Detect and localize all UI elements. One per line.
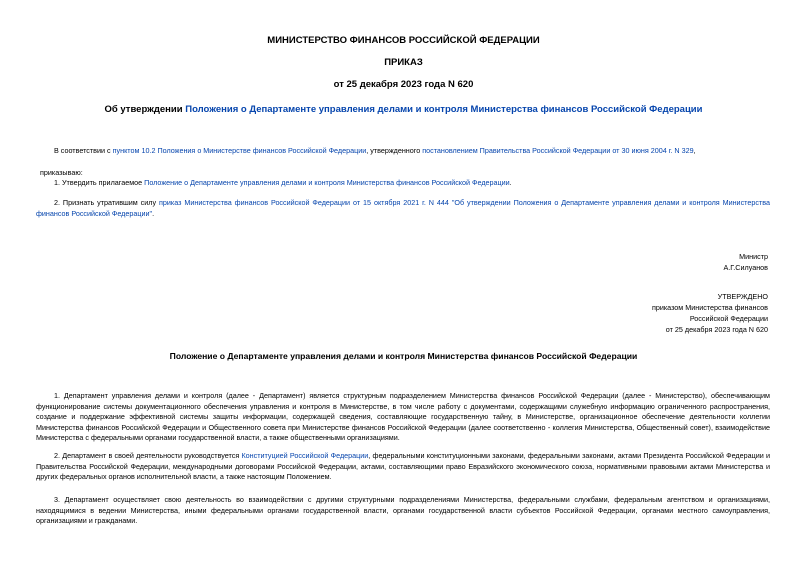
signature-block bbox=[724, 251, 769, 273]
regulation-clause-link[interactable]: пунктом 10.2 Положения о Министерстве финансов Российской Федерации bbox=[112, 146, 367, 155]
signatory-position: Министр bbox=[739, 252, 768, 261]
preamble-text-3: , bbox=[693, 146, 696, 155]
approval-stamp bbox=[652, 291, 768, 335]
item-2-paragraph bbox=[36, 198, 770, 219]
regulation-title: Положение о Департаменте управления делами и контроля Министерства финансов Российской Федерации bbox=[169, 351, 638, 361]
ministry-heading: МИНИСТЕРСТВО ФИНАНСОВ РОССИЙСКОЙ ФЕДЕРАЦИИ bbox=[267, 35, 540, 46]
item-1-text-2: . bbox=[509, 178, 512, 187]
approved-line-4: от 25 декабря 2023 года N 620 bbox=[665, 325, 768, 334]
section-2-text-1: 2. Департамент в своей деятельности руководствуется bbox=[54, 451, 242, 460]
section-2-paragraph bbox=[36, 451, 770, 483]
preamble-text-2: , утвержденного bbox=[366, 146, 423, 155]
section-3-paragraph: 3. Департамент осуществляет свою деятельность во взаимодействии с другими структурными подразделениями Министерства, федеральными службами, федеральным агентством и организациями, находящимися в ведении Министерства, иными федеральными органами государственной власти, органами государственной власти субъектов Российской Федерации, органами местного самоуправления, организациями и гражданами. bbox=[36, 495, 770, 525]
item-1-paragraph bbox=[36, 178, 770, 189]
item-2-text-2: . bbox=[152, 208, 155, 218]
section-2-text-2: , федеральными конституционными законами, федеральными законами, актами Президента Российской Федерации и Правительства Российской Федерации, международными договорами Российской Федерации, актами, составляющими право Евразийского экономического союза, нормативными правовыми актами Министерства и других федеральных органов исполнительной власти, а также настоящим Положением. bbox=[36, 451, 770, 481]
section-1-paragraph: 1. Департамент управления делами и контроля (далее - Департамент) является структурным подразделением Министерства финансов Российской Федерации (далее - Министерство), обеспечивающим функционирование системы документационного обеспечения управления и контроля в Министерстве, в том числе работу с документами, содержащими служебную информацию ограниченного распространения, создание и поддержание эффективной системы защиты информации, содержащей сведения, составляющие государственную тайну, в Министерстве, организационное обеспечение деятельности коллегии Министерства финансов Российской Федерации и Общественного совета при Министерстве финансов Российской Федерации (далее соответственно - коллегия Министерства, Общественный совет), взаимодействие Министерства с федеральными органами государственной власти, а также общественными организациями. bbox=[36, 391, 770, 442]
item-1-text-1: 1. Утвердить прилагаемое bbox=[54, 178, 145, 187]
repealed-order-link[interactable]: приказ Министерства финансов Российской Федерации от 15 октября 2021 г. N 444 "Об утверждении Положения о Департаменте управления делами и контроля Министерства финансов Российской Федерации" bbox=[36, 198, 770, 218]
signatory-name: А.Г.Силуанов bbox=[723, 263, 768, 272]
government-decree-link[interactable]: постановлением Правительства Российской Федерации от 30 июня 2004 г. N 329 bbox=[422, 146, 694, 155]
order-date: от 25 декабря 2023 года N 620 bbox=[333, 79, 474, 90]
order-title-prefix: Об утверждении bbox=[104, 104, 186, 115]
approved-regulation-link[interactable]: Положение о Департаменте управления делами и контроля Министерства финансов Российской Федерации bbox=[144, 178, 510, 187]
approved-line-3: Российской Федерации bbox=[689, 314, 768, 323]
item-2-text-1: 2. Признать утратившим силу bbox=[54, 198, 159, 207]
order-title-link[interactable]: Положения о Департаменте управления делами и контроля Министерства финансов Российской Федерации bbox=[185, 104, 703, 115]
preamble-paragraph bbox=[36, 146, 770, 157]
order-title bbox=[40, 104, 767, 115]
preamble-text-1: В соответствии с bbox=[54, 146, 113, 155]
approved-line-2: приказом Министерства финансов bbox=[651, 303, 768, 312]
constitution-link[interactable]: Конституцией Российской Федерации bbox=[241, 451, 369, 460]
order-word: приказываю: bbox=[40, 168, 83, 177]
order-heading: ПРИКАЗ bbox=[384, 57, 423, 68]
approved-label: УТВЕРЖДЕНО bbox=[717, 292, 768, 301]
